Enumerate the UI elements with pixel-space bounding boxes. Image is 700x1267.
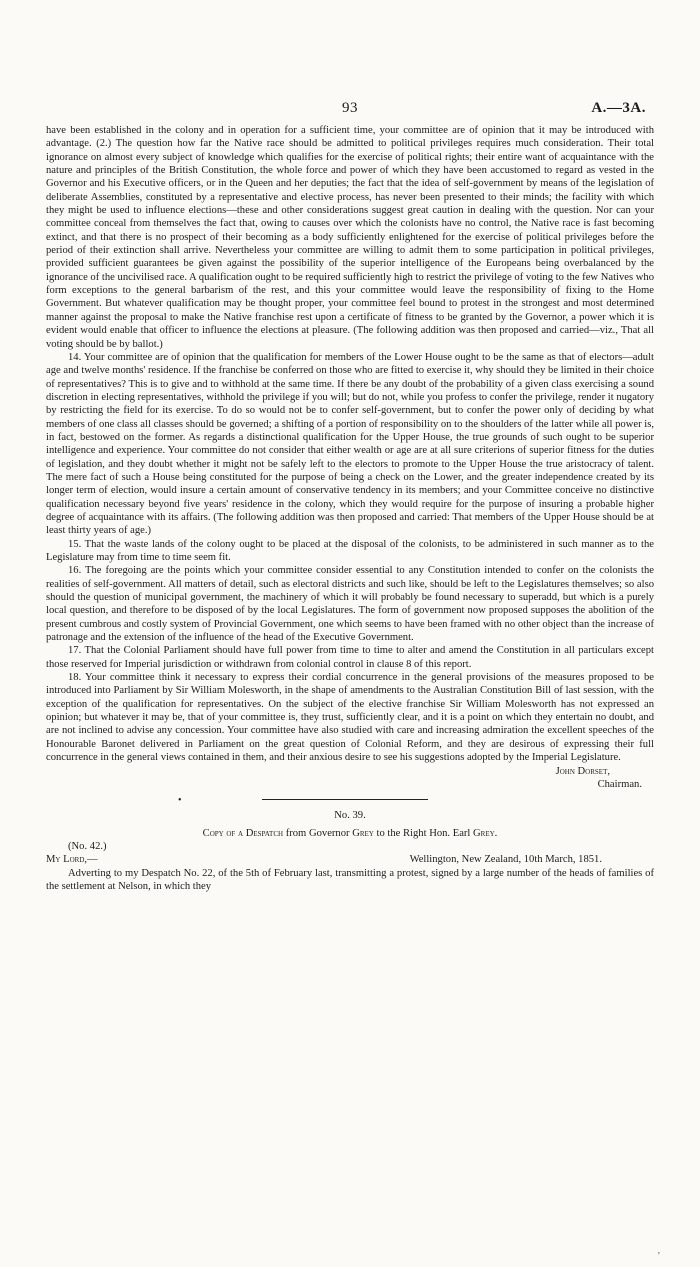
- despatch-ref: (No. 42.): [68, 840, 107, 852]
- place-date: Wellington, New Zealand, 10th March, 1851.: [409, 854, 602, 866]
- salutation-row: [46, 853, 654, 866]
- paragraph-18: 18. Your committee think it necessary to express their cordial concurrence in the general provisions of the measures proposed to be introduced into Parliament by Sir William Molesworth, in the shape of amendments to the Australian Constitution Bill of last session, with the exception of the qualification for representatives. On the subject of the elective franchise Sir William Molesworth has not expressed an opinion; but whatever it may be, that of your committee is, they trust, sufficiently clear, and it is a point on which they entertain no doubt, and are not inclined to advise any concession. Your committee have also studied with care and increasing admiration the excellent speeches of the Honourable Baronet delivered in Parliament on the great question of Colonial Reform, and they are desirous of expressing their full concurrence in the general views contained in them, and their anxious desire to see his suggestions adopted by the Imperial Legislature.: [46, 672, 654, 764]
- signature-block: [46, 765, 654, 792]
- heading-to-earl: to the Right Hon. Earl: [376, 827, 471, 839]
- page-corner-mark: ,: [657, 1245, 660, 1255]
- despatch-text: Adverting to my Despatch No. 22, of the 5th of February last, transmitting a protest, signed by a large number of the heads of families of the settlement at Nelson, in which they: [46, 867, 654, 892]
- divider-rule: [262, 799, 428, 800]
- paragraph-14: 14. Your committee are of opinion that the qualification for members of the Lower House ought to be the same as that of electors—adult age and twelve months' residence. If the franchise be conferred on those who are fitted to exercise it, why should they be limited in their choice of representatives? This is to give and to withhold at the same time. If there be any doubt of the probability of a given class exercising a sound discretion in electing representatives, withhold the privilege if you will; but do not, while you profess to confer the privilege, render it nugatory by restricting the field for its exercise. To do so would not be to confer self-government, but to confer the power only of deciding by what members of one class all classes should be governed; a shifting of a portion of responsibility on to the shoulders of the latter while all power is, in fact, bestowed on the former. As regards a distinctional qualification for the Upper House, the true grounds of such ought to be superior intelligence and experience. Your committee do not consider that either wealth or age are at all sure criterions of superior fitness for the duties of legislation, and they doubt whether it might not be safely left to the electors to promote to the Upper House the true aristocracy of talent. The mere fact of such a House being constituted for the purpose of being a check on the Lower, and the greater independence created by its longer term of election, would insure a certain amount of conservative tendency in its members; and your Committee conceive no distinctive qualification necessary beyond five years' residence in the colony, which they would require for the purpose of insuring a probable higher degree of acquaintance with its affairs. (The following addition was then proposed and carried: That members of the Upper House should be at least thirty years of age.): [46, 351, 654, 537]
- page-reference: A.—3A.: [591, 100, 646, 116]
- despatch-number: No. 39.: [334, 810, 366, 822]
- heading-copy-of-a: Copy of a: [202, 827, 244, 839]
- page-header: [46, 100, 654, 120]
- heading-despatch: Despatch: [245, 827, 284, 839]
- paragraph-13-continued: have been established in the colony and in operation for a sufficient time, your committee are of opinion that it may be introduced with advantage. (2.) The question how far the Native race should be admitted to political privileges requires much consideration. Their total ignorance on almost every subject of knowledge which qualifies for the exercise of political rights; their entire want of acquaintance with the nature and principles of the British Constitution, the whole force and power of which they have been accustomed to regard as vested in the Governor and his Executive officers, or in the Queen and her deputies; the fact that the idea of self-government by means of the legislation of deliberate Assemblies, constituted by a representative and elective process, has never been presented to their minds; the facility with which they might be used to influence elections—these and other considerations suggest great caution in dealing with the question. Nor can your committee conceal from themselves the fact that, owing to causes over which the colonists have no control, the Native race is fast becoming extinct, and that there is no prospect of their becoming as a body sufficiently enlightened for the exercise of political privileges before the period of their extinction shall arrive. Nevertheless your committee are willing to admit them to some participation in political privileges, provided sufficient guarantees be given against the possibility of the superior intelligence of the Europeans being overbalanced by the ignorance of the uncivilised race. A qualification ought to be required sufficiently high to restrict the privilege of voting to the few Natives who form exceptions to the general barbarism of the rest, and this your committee would leave the responsibility of fixing to the Home Government. But whatever qualification may be thought proper, your committee feel bound to protest in the strongest and most determined manner against the proposal to make the Native franchise rest upon a certificate of fitness to be granted by the Governor, a power which it is evident would enable that officer to influence the elections at pleasure. (The following addition was then proposed and carried—viz., That all voting should be by ballot.): [46, 125, 654, 350]
- signatory-title: Chairman.: [597, 778, 642, 790]
- signatory-name: John Dorset,: [555, 765, 610, 777]
- paragraph-15: 15. That the waste lands of the colony ought to be placed at the disposal of the colonists, to be administered in such manner as to the Legislature may from time to time seem fit.: [46, 538, 654, 563]
- heading-grey-earl: Grey.: [473, 827, 498, 839]
- paragraph-17: 17. That the Colonial Parliament should have full power from time to time to alter and amend the Constitution in all particulars except those reserved for Imperial jurisdiction or withdrawn from colonial control in clause 8 of this report.: [46, 645, 654, 670]
- heading-grey-governor: Grey: [352, 827, 374, 839]
- page-number: 93: [342, 100, 358, 116]
- salutation: My Lord,—: [46, 854, 98, 866]
- section-divider: [46, 791, 654, 809]
- document-body: [46, 124, 654, 893]
- paragraph-16: 16. The foregoing are the points which your committee consider essential to any Constitution intended to confer on the colonists the realities of self-government. All matters of detail, such as electoral districts and such like, should be left to the Legislatures themselves; so also should the question of municipal government, the machinery of which it will probably be found necessary to superadd, but which is a purely local question, and therefore to be disposed of by the local Legislatures. The form of government now proposed supposes the abolition of the present cumbrous and costly system of Provincial Government, one which seems to have been framed with no other object than the increase of patronage and the extension of the influence of the head of the Executive Government.: [46, 565, 654, 644]
- despatch-heading: [46, 827, 654, 840]
- bullet-mark: •: [178, 795, 182, 807]
- heading-from-governor: from Governor: [285, 827, 350, 839]
